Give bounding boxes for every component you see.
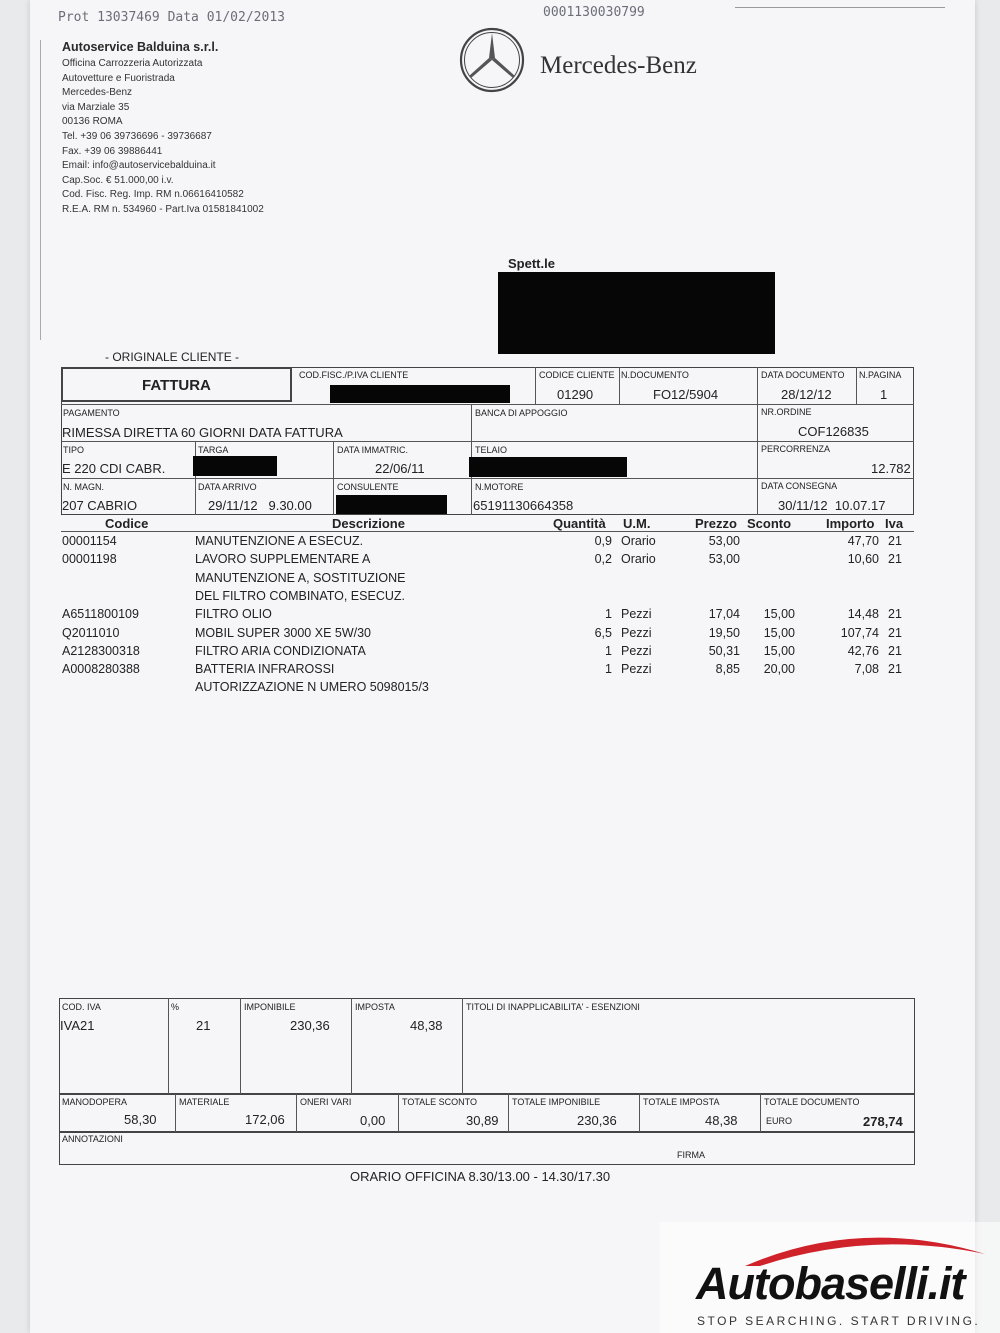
recipient-label: Spett.le — [508, 256, 555, 271]
cell-iva: 21 — [888, 534, 902, 548]
cell-importo: 42,76 — [847, 643, 879, 658]
tot-imposta-label: TOTALE IMPOSTA — [643, 1097, 720, 1107]
data-documento-label: DATA DOCUMENTO — [761, 370, 845, 380]
cell-descrizione: BATTERIA INFRAROSSI — [195, 662, 335, 677]
materiale-value: 172,06 — [245, 1112, 285, 1127]
cell-quantita: 0,2 — [594, 552, 612, 567]
table-row — [62, 534, 912, 552]
n-motore-label: N.MOTORE — [475, 482, 524, 492]
watermark-logo: Autobaselli.it — [696, 1258, 965, 1309]
telaio-label: TELAIO — [475, 445, 508, 455]
oneri-value: 0,00 — [360, 1113, 386, 1128]
table-row — [62, 571, 912, 589]
targa-label: TARGA — [198, 445, 229, 455]
manodopera-value: 58,30 — [124, 1112, 157, 1127]
n-pagina-label: N.PAGINA — [859, 370, 902, 380]
invoice-title: FATTURA — [142, 377, 211, 394]
company-name: Autoservice Balduina s.r.l. — [62, 40, 219, 54]
cell-codice: 00001198 — [62, 552, 117, 567]
cod-fisc-label: COD.FISC./P.IVA CLIENTE — [299, 370, 409, 380]
cell-descrizione: MANUTENZIONE A, SOSTITUZIONE — [195, 570, 406, 585]
cell-um: Orario — [621, 552, 656, 567]
cell-sconto: 15,00 — [763, 643, 795, 658]
col-um: U.M. — [623, 516, 651, 531]
cell-quantita: 0,9 — [594, 534, 612, 548]
cell-um: Pezzi — [621, 662, 652, 677]
titoli-label: TITOLI DI INAPPLICABILITA' - ESENZIONI — [466, 1002, 640, 1012]
firma-label: FIRMA — [677, 1150, 705, 1160]
company-detail-line: Cod. Fisc. Reg. Imp. RM n.06616410582 — [62, 189, 244, 201]
cell-um: Orario — [621, 534, 656, 548]
pagamento-label: PAGAMENTO — [63, 408, 120, 418]
nr-ordine-value: COF126835 — [798, 424, 869, 439]
cell-sconto: 15,00 — [763, 625, 795, 640]
targa-redaction — [193, 456, 277, 476]
brand-name: Mercedes-Benz — [540, 52, 697, 79]
cell-importo: 47,70 — [847, 534, 879, 548]
table-row — [62, 662, 912, 680]
cell-quantita: 1 — [605, 643, 612, 658]
data-arrivo-value: 29/11/12 9.30.00 — [208, 498, 312, 513]
col-descrizione: Descrizione — [332, 516, 405, 531]
cell-um: Pezzi — [621, 625, 652, 640]
tot-imponibile-label: TOTALE IMPONIBILE — [512, 1097, 601, 1107]
n-documento-label: N.DOCUMENTO — [621, 370, 689, 380]
original-cliente-label: - ORIGINALE CLIENTE - — [105, 350, 240, 364]
cell-descrizione: LAVORO SUPPLEMENTARE A — [195, 552, 371, 567]
n-documento-value: FO12/5904 — [653, 387, 719, 402]
annotazioni-label: ANNOTAZIONI — [62, 1134, 123, 1144]
cell-prezzo: 50,31 — [708, 643, 740, 658]
consulente-label: CONSULENTE — [337, 482, 399, 492]
cell-importo: 107,74 — [840, 625, 879, 640]
data-consegna-label: DATA CONSEGNA — [761, 481, 838, 491]
cell-iva: 21 — [888, 643, 902, 658]
n-magn-label: N. MAGN. — [63, 482, 105, 492]
cell-prezzo: 17,04 — [708, 607, 740, 622]
table-row — [62, 680, 912, 698]
banca-label: BANCA DI APPOGGIO — [475, 408, 568, 418]
annotazioni-box — [59, 1132, 915, 1165]
mercedes-star-icon — [459, 27, 525, 93]
col-codice: Codice — [105, 516, 149, 531]
percorrenza-value: 12.782 — [871, 461, 911, 476]
company-detail-line: 00136 ROMA — [62, 116, 123, 128]
cell-descrizione: AUTORIZZAZIONE N UMERO 5098015/3 — [195, 680, 429, 695]
cod-iva-label: COD. IVA — [62, 1002, 101, 1012]
imponibile-value: 230,36 — [290, 1018, 330, 1033]
cell-codice: A0008280388 — [62, 662, 140, 677]
telaio-redaction — [469, 457, 627, 477]
pagamento-value: RIMESSA DIRETTA 60 GIORNI DATA FATTURA — [62, 425, 343, 440]
cell-codice: 00001154 — [62, 534, 117, 548]
cell-um: Pezzi — [621, 643, 652, 658]
cell-codice: Q2011010 — [62, 625, 120, 640]
imponibile-label: IMPONIBILE — [244, 1002, 296, 1012]
document-barcode-number: 0001130030799 — [543, 5, 645, 20]
data-documento-value: 28/12/12 — [781, 387, 832, 402]
materiale-label: MATERIALE — [179, 1097, 230, 1107]
table-row — [62, 552, 912, 570]
company-detail-line: Cap.Soc. € 51.000,00 i.v. — [62, 174, 174, 186]
col-importo: Importo — [826, 516, 875, 531]
data-immatric-label: DATA IMMATRIC. — [337, 445, 408, 455]
cell-iva: 21 — [888, 662, 902, 677]
cell-descrizione: FILTRO ARIA CONDIZIONATA — [195, 643, 366, 658]
tot-sconto-label: TOTALE SCONTO — [402, 1097, 478, 1107]
cell-um: Pezzi — [621, 607, 652, 622]
cell-descrizione: MOBIL SUPER 3000 XE 5W/30 — [195, 625, 372, 640]
col-quantita: Quantità — [553, 516, 606, 531]
cell-codice: A6511800109 — [62, 607, 139, 622]
tipo-value: E 220 CDI CABR. — [62, 461, 166, 476]
cell-descrizione: DEL FILTRO COMBINATO, ESECUZ. — [195, 588, 405, 603]
cod-fisc-redaction — [330, 385, 510, 403]
tot-documento-value: 278,74 — [863, 1114, 903, 1129]
cell-descrizione: MANUTENZIONE A ESECUZ. — [195, 534, 364, 548]
table-row — [62, 644, 912, 662]
cell-prezzo: 19,50 — [708, 625, 740, 640]
cell-prezzo: 53,00 — [708, 534, 740, 548]
cell-prezzo: 8,85 — [715, 662, 740, 677]
cell-importo: 7,08 — [854, 662, 879, 677]
tot-imponibile-value: 230,36 — [577, 1113, 617, 1128]
imposta-label: IMPOSTA — [355, 1002, 395, 1012]
tot-imposta-value: 48,38 — [705, 1113, 738, 1128]
currency-label: EURO — [766, 1116, 793, 1126]
cell-sconto: 15,00 — [763, 607, 795, 622]
codice-cliente-value: 01290 — [557, 387, 594, 402]
protocol-stamp: Prot 13037469 Data 01/02/2013 — [58, 10, 285, 25]
col-sconto: Sconto — [747, 516, 792, 531]
cell-importo: 10,60 — [847, 552, 879, 567]
col-prezzo: Prezzo — [695, 516, 737, 531]
recipient-redaction — [498, 272, 775, 354]
cell-prezzo: 53,00 — [708, 552, 740, 567]
table-row — [62, 607, 912, 625]
n-pagina-value: 1 — [880, 387, 888, 402]
imposta-value: 48,38 — [410, 1018, 443, 1033]
cell-iva: 21 — [888, 625, 902, 640]
watermark-tagline: STOP SEARCHING. START DRIVING. — [697, 1314, 981, 1328]
tipo-label: TIPO — [63, 445, 85, 455]
cell-quantita: 6,5 — [594, 625, 612, 640]
cell-descrizione: FILTRO OLIO — [195, 607, 272, 622]
cell-codice: A2128300318 — [62, 643, 140, 658]
cell-sconto: 20,00 — [763, 662, 795, 677]
data-immatric-value: 22/06/11 — [375, 461, 425, 476]
n-magn-value: 207 CABRIO — [62, 498, 138, 513]
table-row — [62, 626, 912, 644]
col-iva: Iva — [885, 516, 904, 531]
nr-ordine-label: NR.ORDINE — [761, 407, 812, 417]
cell-iva: 21 — [888, 607, 902, 622]
company-detail-line: via Marziale 35 — [62, 101, 130, 113]
perc-label: % — [171, 1002, 180, 1012]
company-detail-line: Email: info@autoservicebalduina.it — [62, 160, 216, 172]
tot-documento-label: TOTALE DOCUMENTO — [764, 1097, 860, 1107]
company-detail-line: Fax. +39 06 39886441 — [62, 145, 163, 157]
perc-value: 21 — [196, 1018, 211, 1033]
data-consegna-value: 30/11/12 10.07.17 — [778, 498, 886, 513]
company-detail-line: Mercedes-Benz — [62, 87, 133, 99]
company-detail-line: Tel. +39 06 39736696 - 39736687 — [62, 131, 212, 142]
cell-quantita: 1 — [605, 662, 612, 677]
orario-officina: ORARIO OFFICINA 8.30/13.00 - 14.30/17.30 — [350, 1169, 611, 1184]
consulente-redaction — [336, 495, 447, 514]
cell-importo: 14,48 — [847, 607, 879, 622]
codice-cliente-label: CODICE CLIENTE — [539, 370, 615, 380]
company-detail-line: Officina Carrozzeria Autorizzata — [62, 58, 203, 69]
vat-summary-box — [59, 998, 915, 1094]
manodopera-label: MANODOPERA — [62, 1097, 128, 1107]
cell-iva: 21 — [888, 552, 902, 567]
table-row — [62, 589, 912, 607]
percorrenza-label: PERCORRENZA — [761, 444, 831, 454]
cod-iva-value: IVA21 — [60, 1018, 95, 1033]
company-detail-line: R.E.A. RM n. 534960 - Part.Iva 01581841002 — [62, 204, 264, 215]
oneri-label: ONERI VARI — [300, 1097, 352, 1107]
n-motore-value: 65191130664358 — [473, 498, 574, 513]
company-detail-line: Autovetture e Fuoristrada — [62, 72, 175, 84]
tot-sconto-value: 30,89 — [466, 1113, 499, 1128]
data-arrivo-label: DATA ARRIVO — [198, 482, 257, 492]
cell-quantita: 1 — [605, 607, 612, 622]
